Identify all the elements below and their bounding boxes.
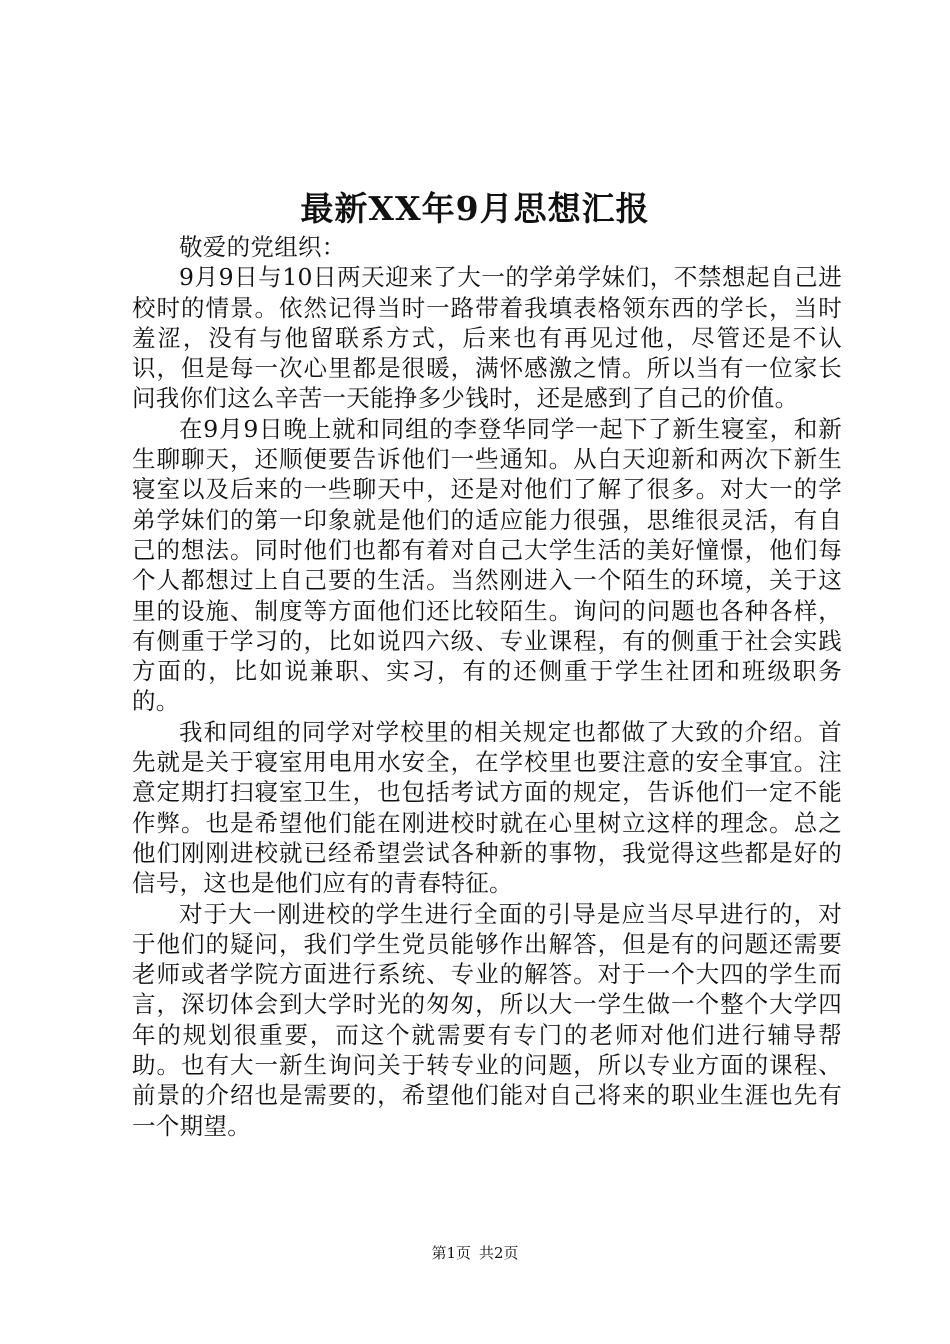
document-title: 最新XX年9月思想汇报 <box>300 189 650 228</box>
document-body <box>132 232 842 1141</box>
page-number-total: 共2页 <box>479 1244 519 1262</box>
page-number-current: 第1页 <box>431 1244 471 1262</box>
salutation: 敬爱的党组织： <box>179 233 346 261</box>
paragraph-1: 9月9日与10日两天迎来了大一的学弟学妹们，不禁想起自己进校时的情景。依然记得当时一路带着我填表格领东西的学长，当时羞涩，没有与他留联系方式，后来也有再见过他，尽管还是不认识，但是每一次心里都是很暖，满怀感激之情。所以当有一位家长问我你们这么辛苦一天能挣多少钱时，还是感到了自己的价值。 <box>132 263 842 413</box>
paragraph-2: 在9月9日晚上就和同组的李登华同学一起下了新生寝室，和新生聊聊天，还顺便要告诉他们一些通知。从白天迎新和两次下新生寝室以及后来的一些聊天中，还是对他们了解了很多。对大一的学弟学妹们的第一印象就是他们的适应能力很强，思维很灵活，有自己的想法。同时他们也都有着对自己大学生活的美好憧憬，他们每个人都想过上自己要的生活。当然刚进入一个陌生的环境，关于这里的设施、制度等方面他们还比较陌生。询问的问题也各种各样，有侧重于学习的，比如说四六级、专业课程，有的侧重于社会实践方面的，比如说兼职、实习，有的还侧重于学生社团和班级职务的。 <box>132 414 842 716</box>
page-footer <box>0 1243 950 1263</box>
paragraph-3: 我和同组的同学对学校里的相关规定也都做了大致的介绍。首先就是关于寝室用电用水安全，在学校里也要注意的安全事宜。注意定期打扫寝室卫生，也包括考试方面的规定，告诉他们一定不能作弊。也是希望他们能在刚进校时就在心里树立这样的理念。总之他们刚刚进校就已经希望尝试各种新的事物，我觉得这些都是好的信号，这也是他们应有的青春特征。 <box>132 717 842 898</box>
paragraph-4: 对于大一刚进校的学生进行全面的引导是应当尽早进行的，对于他们的疑问，我们学生党员能够作出解答，但是有的问题还需要老师或者学院方面进行系统、专业的解答。对于一个大四的学生而言，深切体会到大学时光的匆匆，所以大一学生做一个整个大学四年的规划很重要，而这个就需要有专门的老师对他们进行辅导帮助。也有大一新生询问关于转专业的问题，所以专业方面的课程、前景的介绍也是需要的，希望他们能对自己将来的职业生涯也先有一个期望。 <box>132 899 842 1140</box>
